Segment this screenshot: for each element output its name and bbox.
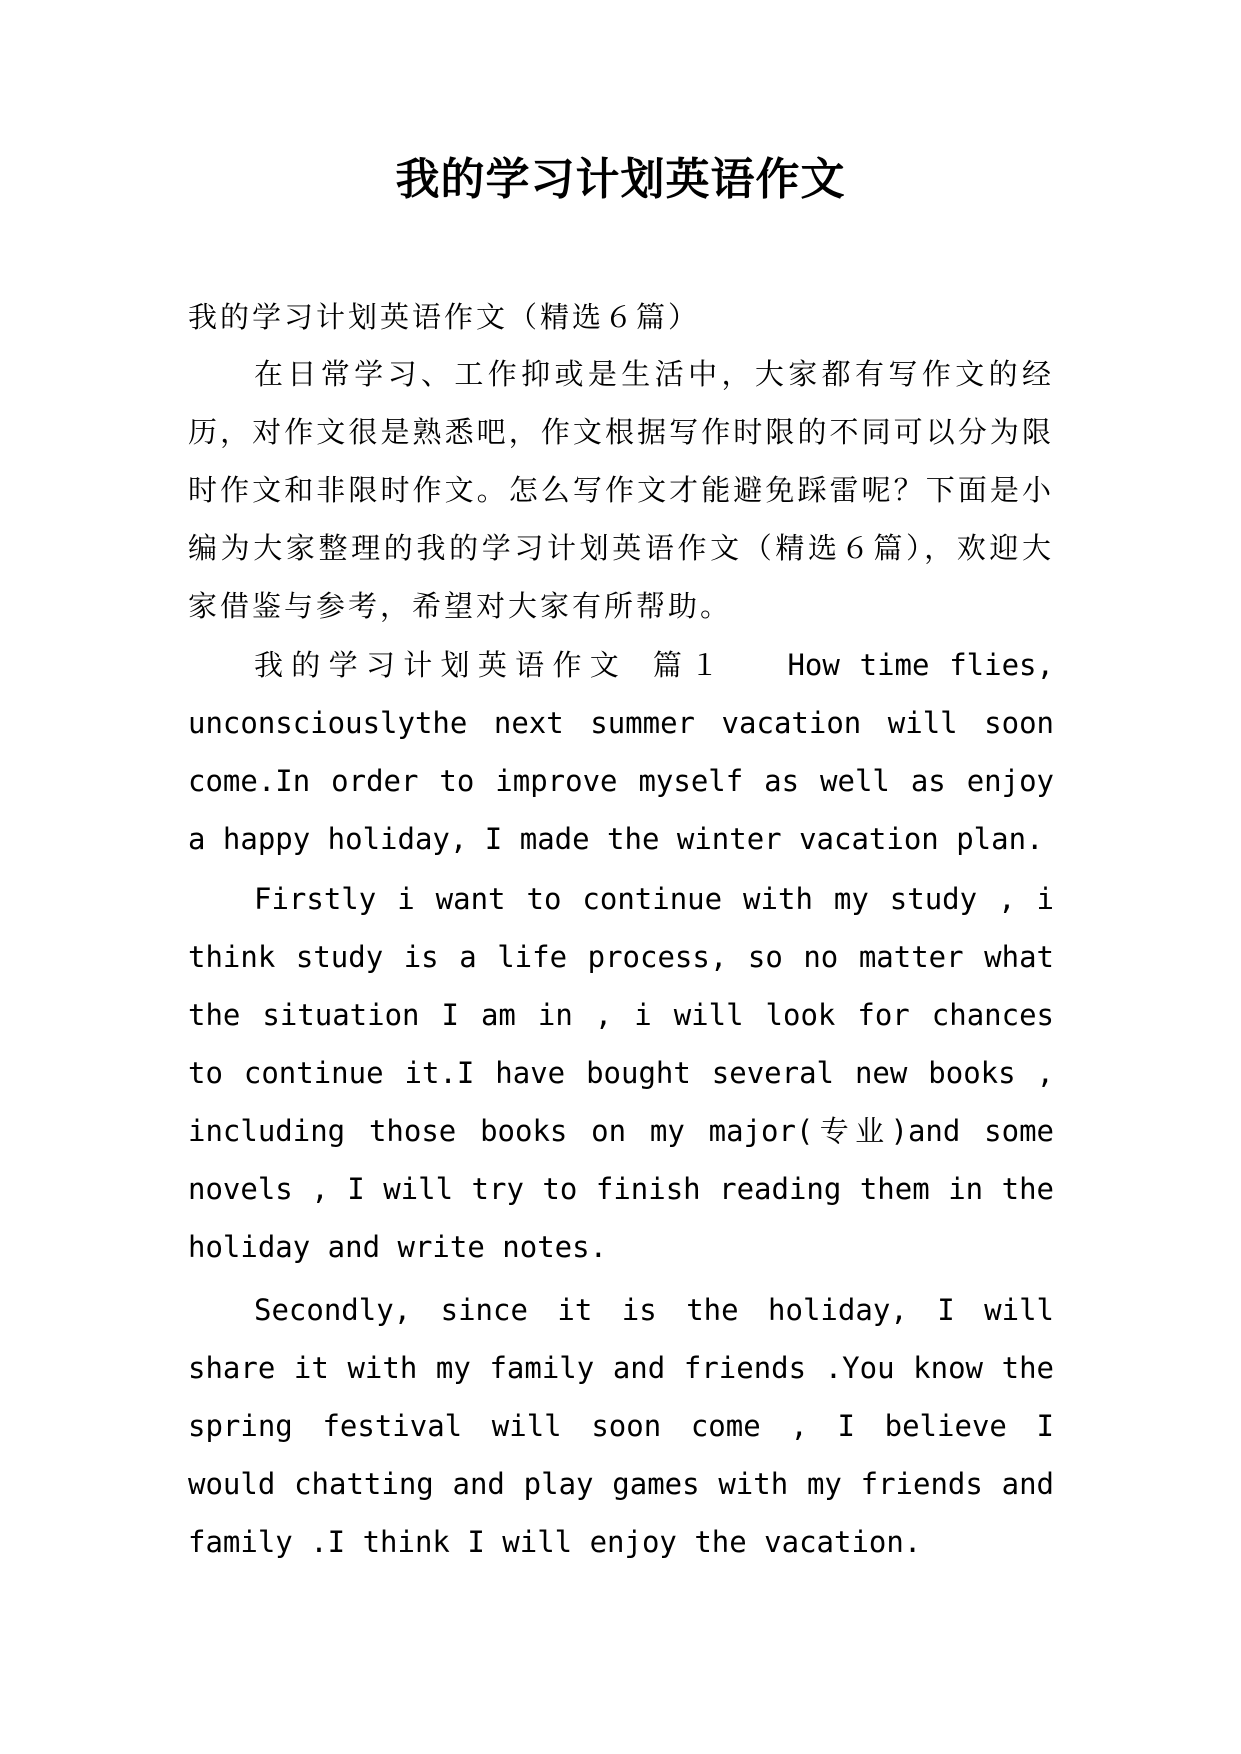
subtitle-text: 我的学习计划英语作文（精选６篇） (188, 300, 701, 334)
document-subtitle (188, 288, 1054, 346)
section-heading: 我的学习计划英语作文 篇１ (254, 648, 728, 682)
essay-paragraph-3: Secondly, since it is the holiday, I will share it with my family and friends .You know the spring festival will soon come , I believe I would chatting and play games with my friends and family .I think I will enjoy the vacation. (188, 1293, 1054, 1559)
document-title: 我的学习计划英语作文 (395, 154, 846, 205)
essay-paragraph-2: Firstly i want to continue with my study , i think study is a life process, so no matter what the situation I am in , i will look for chances to continue it.I have bought several new books , including those books on my major(专业)and some novels , I will try to finish reading them in the holiday and write notes. (188, 882, 1054, 1264)
essay-paragraph-2-block (188, 870, 1054, 1276)
intro-paragraph: 在日常学习、工作抑或是生活中，大家都有写作文的经历，对作文很是熟悉吧，作文根据写作时限的不同可以分为限时作文和非限时作文。怎么写作文才能避免踩雷呢？下面是小编为大家整理的我的学习计划英语作文（精选６篇），欢迎大家借鉴与参考，希望对大家有所帮助。 (188, 357, 1054, 623)
essay-paragraph-1 (188, 636, 1054, 868)
essay-paragraph-1-block (188, 636, 1054, 868)
essay-paragraph-3-block (188, 1281, 1054, 1571)
essay-paragraph-1-text: How time flies, unconsciouslythe next summer vacation will soon come.In order to improve myself as well as enjoy a happy holiday, I made the winter vacation plan. (188, 648, 1054, 856)
intro-block (188, 345, 1054, 635)
